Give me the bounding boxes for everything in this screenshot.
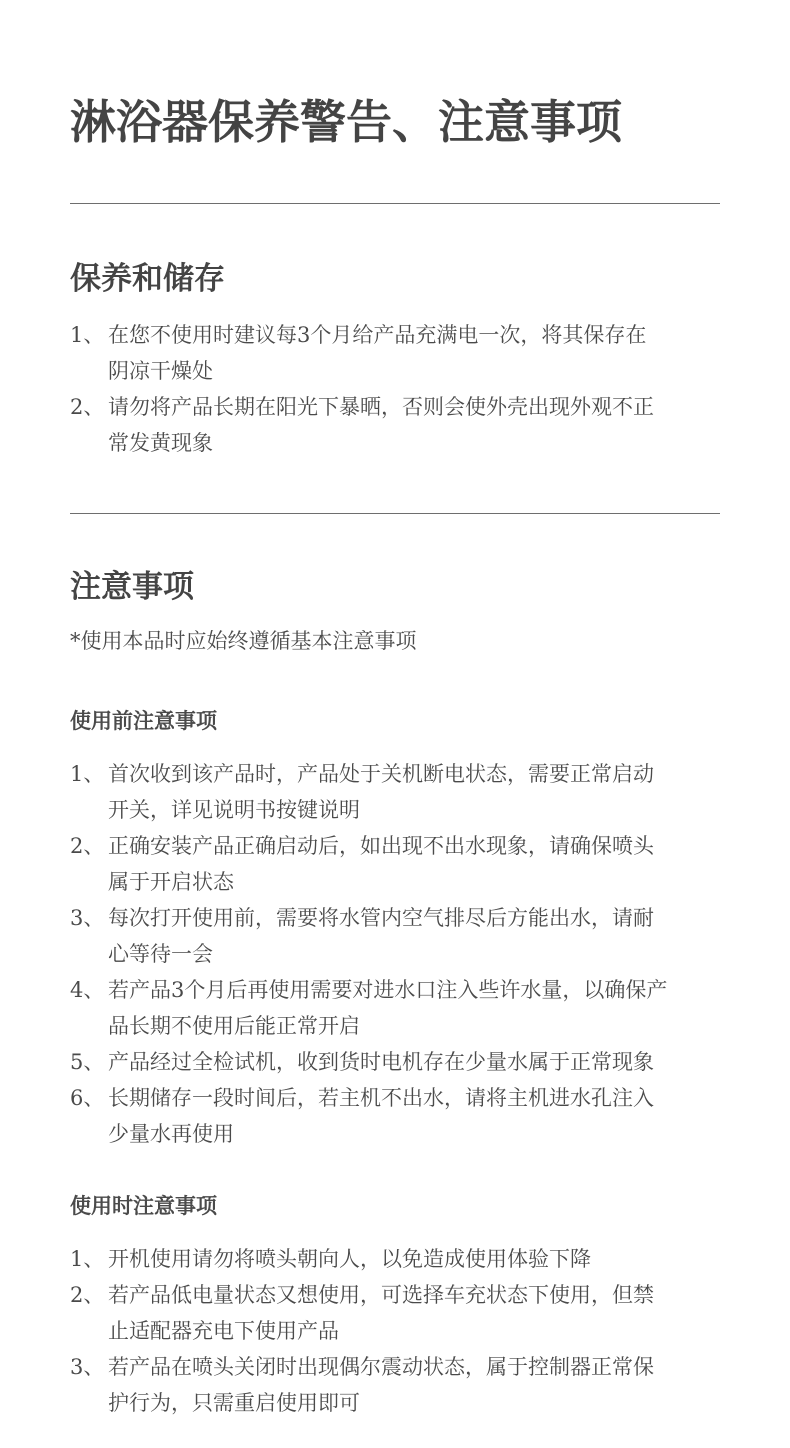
subsection-title-before-use: 使用前注意事项 — [70, 708, 217, 733]
list-item-text-line: 品长期不使用后能正常开启 — [108, 1014, 360, 1038]
list-item — [70, 1277, 730, 1349]
list-item — [70, 389, 730, 461]
divider-top — [70, 203, 720, 204]
list-item-text-line: 长期储存一段时间后，若主机不出水，请将主机进水孔注入 — [108, 1086, 654, 1110]
list-item-text-line: 少量水再使用 — [108, 1122, 234, 1146]
list-item-text-line: 若产品在喷头关闭时出现偶尔震动状态，属于控制器正常保 — [108, 1355, 654, 1379]
list-item-number: 1、 — [70, 323, 105, 347]
list-item-text-line: 阴凉干燥处 — [108, 359, 213, 383]
subsection-title-during-use: 使用时注意事项 — [70, 1193, 217, 1218]
list-item-text-line: 请勿将产品长期在阳光下暴晒，否则会使外壳出现外观不正 — [108, 395, 654, 419]
list-item-text-line: 首次收到该产品时，产品处于关机断电状态，需要正常启动 — [108, 762, 654, 786]
list-item-number: 3、 — [70, 906, 105, 930]
list-item-number: 3、 — [70, 1355, 105, 1379]
list-item-text-line: 心等待一会 — [108, 942, 213, 966]
list-item-number: 2、 — [70, 834, 105, 858]
list-item — [70, 1080, 730, 1152]
section-title-precautions: 注意事项 — [70, 569, 194, 605]
list-item — [70, 1349, 730, 1421]
list-item-number: 2、 — [70, 1283, 105, 1307]
during-use-list — [70, 1241, 730, 1421]
list-item-number: 5、 — [70, 1050, 105, 1074]
list-item — [70, 756, 730, 828]
list-item-text-line: 产品经过全检试机，收到货时电机存在少量水属于正常现象 — [108, 1050, 654, 1074]
section-title-storage: 保养和储存 — [70, 261, 225, 297]
list-item-text-line: 正确安装产品正确启动后，如出现不出水现象，请确保喷头 — [108, 834, 654, 858]
list-item-number: 2、 — [70, 395, 105, 419]
list-item — [70, 900, 730, 972]
list-item-number: 4、 — [70, 978, 105, 1002]
before-use-list — [70, 756, 730, 1152]
list-item-text-line: 若产品3个月后再使用需要对进水口注入些许水量，以确保产 — [108, 978, 668, 1002]
list-item-text-line: 止适配器充电下使用产品 — [108, 1319, 339, 1343]
list-item — [70, 1241, 730, 1277]
list-item-text-line: 若产品低电量状态又想使用，可选择车充状态下使用，但禁 — [108, 1283, 654, 1307]
precautions-note: *使用本品时应始终遵循基本注意事项 — [70, 629, 417, 653]
list-item-text-line: 属于开启状态 — [108, 870, 234, 894]
list-item — [70, 828, 730, 900]
list-item-text-line: 每次打开使用前，需要将水管内空气排尽后方能出水，请耐 — [108, 906, 654, 930]
list-item — [70, 972, 730, 1044]
list-item-text-line: 护行为，只需重启使用即可 — [108, 1391, 360, 1415]
list-item-number: 1、 — [70, 762, 105, 786]
list-item — [70, 317, 730, 389]
storage-list — [70, 317, 730, 461]
divider-middle — [70, 513, 720, 514]
list-item-number: 6、 — [70, 1086, 105, 1110]
list-item — [70, 1044, 730, 1080]
list-item-text-line: 开关，详见说明书按键说明 — [108, 798, 360, 822]
page-title: 淋浴器保养警告、注意事项 — [70, 95, 622, 149]
list-item-text-line: 常发黄现象 — [108, 431, 213, 455]
list-item-text-line: 开机使用请勿将喷头朝向人，以免造成使用体验下降 — [108, 1247, 591, 1271]
list-item-text-line: 在您不使用时建议每3个月给产品充满电一次，将其保存在 — [108, 323, 647, 347]
list-item-number: 1、 — [70, 1247, 105, 1271]
